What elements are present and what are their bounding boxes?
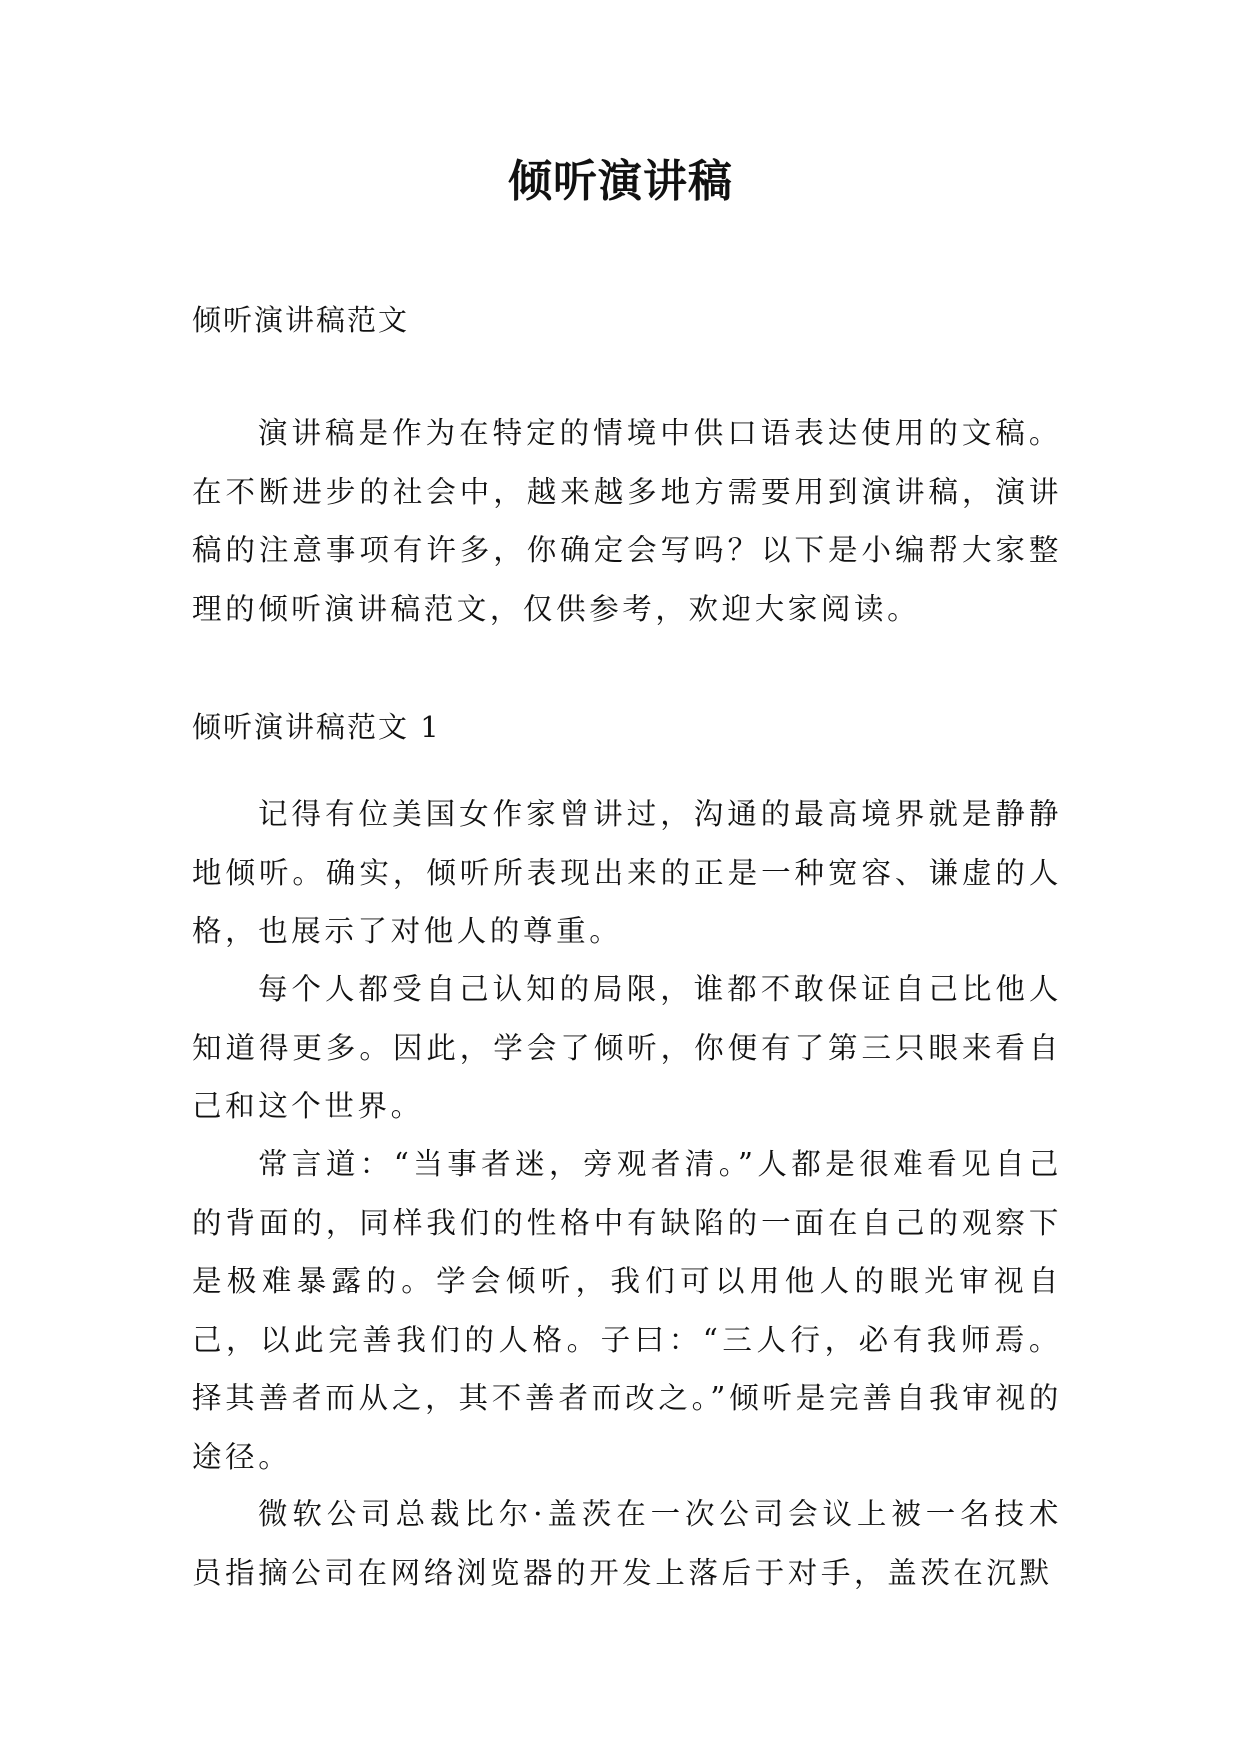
intro-paragraph: 演讲稿是作为在特定的情境中供口语表达使用的文稿。在不断进步的社会中，越来越多地方需要用到演讲稿，演讲稿的注意事项有许多，你确定会写吗？以下是小编帮大家整理的倾听演讲稿范文，仅供参考，欢迎大家阅读。 <box>192 416 1062 626</box>
body-paragraph-1: 记得有位美国女作家曾讲过，沟通的最高境界就是静静地倾听。确实，倾听所表现出来的正是一种宽容、谦虚的人格，也展示了对他人的尊重。 <box>192 797 1062 948</box>
section-heading: 倾听演讲稿范文 1 <box>192 710 441 744</box>
document-title: 倾听演讲稿 <box>508 156 733 207</box>
body-paragraph-2: 每个人都受自己认知的局限，谁都不敢保证自己比他人知道得更多。因此，学会了倾听，你便有了第三只眼来看自己和这个世界。 <box>192 972 1062 1123</box>
document-subtitle: 倾听演讲稿范文 <box>192 303 410 337</box>
body-paragraph-3: 常言道：“当事者迷，旁观者清。”人都是很难看见自己的背面的，同样我们的性格中有缺陷的一面在自己的观察下是极难暴露的。学会倾听，我们可以用他人的眼光审视自己，以此完善我们的人格。子曰：“三人行，必有我师焉。择其善者而从之，其不善者而改之。”倾听是完善自我审视的途径。 <box>192 1147 1062 1474</box>
body-paragraph-4: 微软公司总裁比尔·盖茨在一次公司会议上被一名技术员指摘公司在网络浏览器的开发上落后于对手，盖茨在沉默 <box>192 1497 1062 1590</box>
